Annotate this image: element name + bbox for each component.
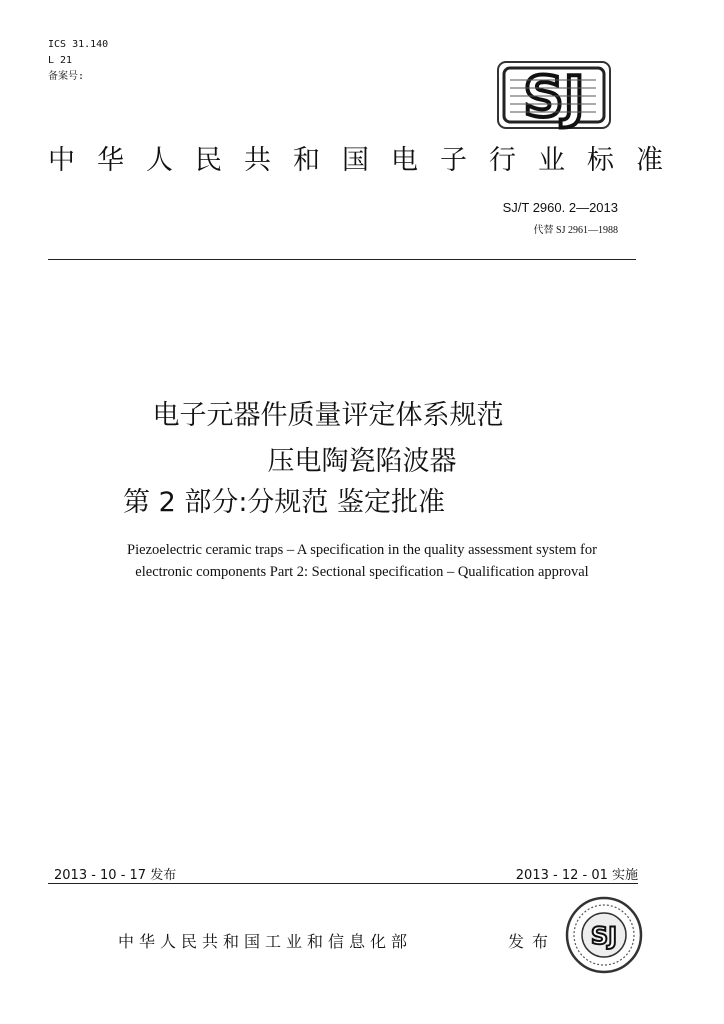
implementation-date: 2013 - 12 - 01 实施 [515,868,638,883]
title-line-2: 压电陶瓷陷波器 [267,446,457,477]
issue-date: 2013 - 10 - 17 发布 [54,868,177,883]
top-divider [48,259,636,260]
classification-code: L 21 [48,55,73,66]
sj-logo [496,60,612,130]
bottom-divider [48,883,638,884]
official-seal [564,895,644,975]
filing-number-label: 备案号: [48,71,85,82]
issuing-authority: 中华人民共和国工业和信息化部 [118,932,413,951]
issue-label: 发布 [508,932,557,951]
standard-category-name: 中华人民共和国电子行业标准 [48,145,685,176]
replaces-standard: 代替 SJ 2961—1988 [533,225,618,236]
logo-text: SJ [523,65,585,130]
ics-code: ICS 31.140 [48,39,109,50]
standard-code: SJ/T 2960. 2—2013 [502,200,618,215]
title-line-3: 第 2 部分:分规范 鉴定批准 [122,487,446,518]
english-title-line-2: electronic components Part 2: Sectional specification – Qualification approval [135,564,589,580]
seal-text: SJ [590,922,618,950]
title-line-1: 电子元器件质量评定体系规范 [152,400,504,431]
english-title-line-1: Piezoelectric ceramic traps – A specification in the quality assessment system for [127,542,597,558]
